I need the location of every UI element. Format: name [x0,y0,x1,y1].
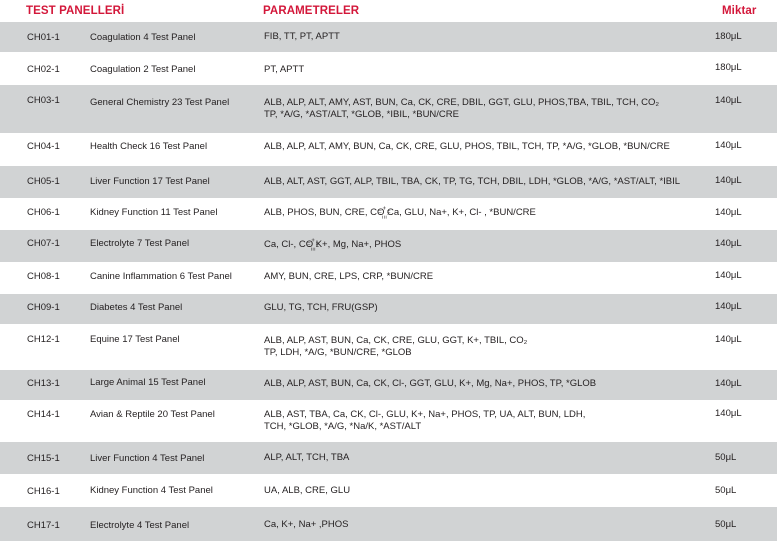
panel-code: CH08-1 [27,271,60,282]
panel-quantity: 50μL [715,485,737,496]
panel-code: CH01-1 [27,32,60,43]
table-row [0,133,777,166]
header-test-panels: TEST PANELLERİ [26,5,125,17]
panel-code: CH12-1 [27,334,60,345]
panel-name: Kidney Function 4 Test Panel [90,485,213,496]
panel-quantity: 50μL [715,519,737,530]
panel-code: CH02-1 [27,64,60,75]
panel-name: Electrolyte 7 Test Panel [90,238,190,249]
panel-parameters: ALB, ALT, AST, GGT, ALP, TBIL, TBA, CK, TP, TG, TCH, DBIL, LDH, *GLOB, *A/G, *AST/ALT, *IBIL [264,176,681,187]
panel-name: Health Check 16 Test Panel [90,141,208,152]
panel-code: CH07-1 [27,238,60,249]
panel-parameters-line-1: ALB, ALP, AST, BUN, Ca, CK, CRE, GLU, GGT, K+, TBIL, CO₂ [264,335,528,346]
table-header [0,0,777,22]
table-row [0,324,777,370]
table-row [0,442,777,474]
panel-code: CH03-1 [27,95,60,106]
table-row [0,474,777,507]
panel-name: Coagulation 4 Test Panel [90,32,196,43]
panel-name: Kidney Function 11 Test Panel [90,207,218,218]
panel-parameters [264,335,694,359]
panel-parameters-line-1: ALB, ALP, ALT, AMY, AST, BUN, Ca, CK, CRE, DBIL, GGT, GLU, PHOS,TBA, TBIL, TCH, CO₂ [264,97,660,108]
panel-quantity: 140μL [715,378,742,389]
header-quantity: Miktar [722,5,757,17]
panel-quantity: 140μL [715,140,742,151]
panel-code: CH16-1 [27,486,60,497]
panel-code: CH06-1 [27,207,60,218]
panel-quantity: 140μL [715,270,742,281]
panel-parameters: AMY, BUN, CRE, LPS, CRP, *BUN/CRE [264,271,434,282]
panel-parameters: PT, APTT [264,64,305,75]
panel-code: CH14-1 [27,409,60,420]
table-row [0,166,777,198]
panel-quantity: 140μL [715,238,742,249]
table-row [0,294,777,324]
panel-name: Large Animal 15 Test Panel [90,377,206,388]
panel-parameters: UA, ALB, CRE, GLU [264,485,351,496]
panel-name: Coagulation 2 Test Panel [90,64,196,75]
panel-parameters: ALP, ALT, TCH, TBA [264,452,350,463]
panel-quantity: 180μL [715,31,742,42]
panel-name: Liver Function 4 Test Panel [90,453,205,464]
panel-quantity: 140μL [715,95,742,106]
table-row [0,370,777,400]
panel-name: Canine Inflammation 6 Test Panel [90,271,232,282]
panel-code: CH04-1 [27,141,60,152]
panel-name: Equine 17 Test Panel [90,334,180,345]
panel-quantity: 140μL [715,408,742,419]
panel-quantity: 180μL [715,62,742,73]
panel-quantity: 140μL [715,301,742,312]
table-row [0,507,777,541]
table-row [0,52,777,85]
panel-parameters-line-1: ALB, AST, TBA, Ca, CK, Cl-, GLU, K+, Na+, PHOS, TP, UA, ALT, BUN, LDH, [264,409,586,420]
panel-parameters-line-2: TCH, *GLOB, *A/G, *Na/K, *AST/ALT [264,421,422,432]
panel-parameters: ALB, ALP, ALT, AMY, BUN, Ca, CK, CRE, GLU, PHOS, TBIL, TCH, TP, *A/G, *GLOB, *BUN/CRE [264,141,670,152]
panel-name: Electrolyte 4 Test Panel [90,520,190,531]
panel-quantity: 140μL [715,334,742,345]
panel-parameters: GLU, TG, TCH, FRU(GSP) [264,302,378,313]
panel-quantity: 140μL [715,175,742,186]
panel-name: Liver Function 17 Test Panel [90,176,210,187]
panel-parameters: Ca, K+, Na+ ,PHOS [264,519,349,530]
panel-parameters: Ca, Cl-, CO꙲ K+, Mg, Na+, PHOS [264,239,402,250]
panel-name: General Chemistry 23 Test Panel [90,97,230,108]
panel-parameters: ALB, PHOS, BUN, CRE, CO꙲ Ca, GLU, Na+, K+, Cl- , *BUN/CRE [264,207,536,218]
table-row [0,230,777,262]
panel-name: Diabetes 4 Test Panel [90,302,183,313]
panel-parameters [264,97,694,121]
table-row [0,85,777,133]
header-parameters: PARAMETRELER [263,5,360,17]
panel-code: CH05-1 [27,176,60,187]
table-row [0,400,777,442]
panel-name: Avian & Reptile 20 Test Panel [90,409,215,420]
panel-code: CH17-1 [27,520,60,531]
panel-parameters-line-2: TP, *A/G, *AST/ALT, *GLOB, *IBIL, *BUN/CRE [264,109,459,120]
panel-code: CH15-1 [27,453,60,464]
table-row [0,262,777,294]
panel-quantity: 50μL [715,452,737,463]
panel-parameters: FIB, TT, PT, APTT [264,31,340,42]
panel-parameters-line-2: TP, LDH, *A/G, *BUN/CRE, *GLOB [264,347,412,358]
panel-code: CH09-1 [27,302,60,313]
table-row [0,198,777,230]
table-row [0,22,777,52]
panel-parameters [264,409,694,433]
panel-code: CH13-1 [27,378,60,389]
panel-quantity: 140μL [715,207,742,218]
panel-parameters: ALB, ALP, AST, BUN, Ca, CK, Cl-, GGT, GLU, K+, Mg, Na+, PHOS, TP, *GLOB [264,378,597,389]
